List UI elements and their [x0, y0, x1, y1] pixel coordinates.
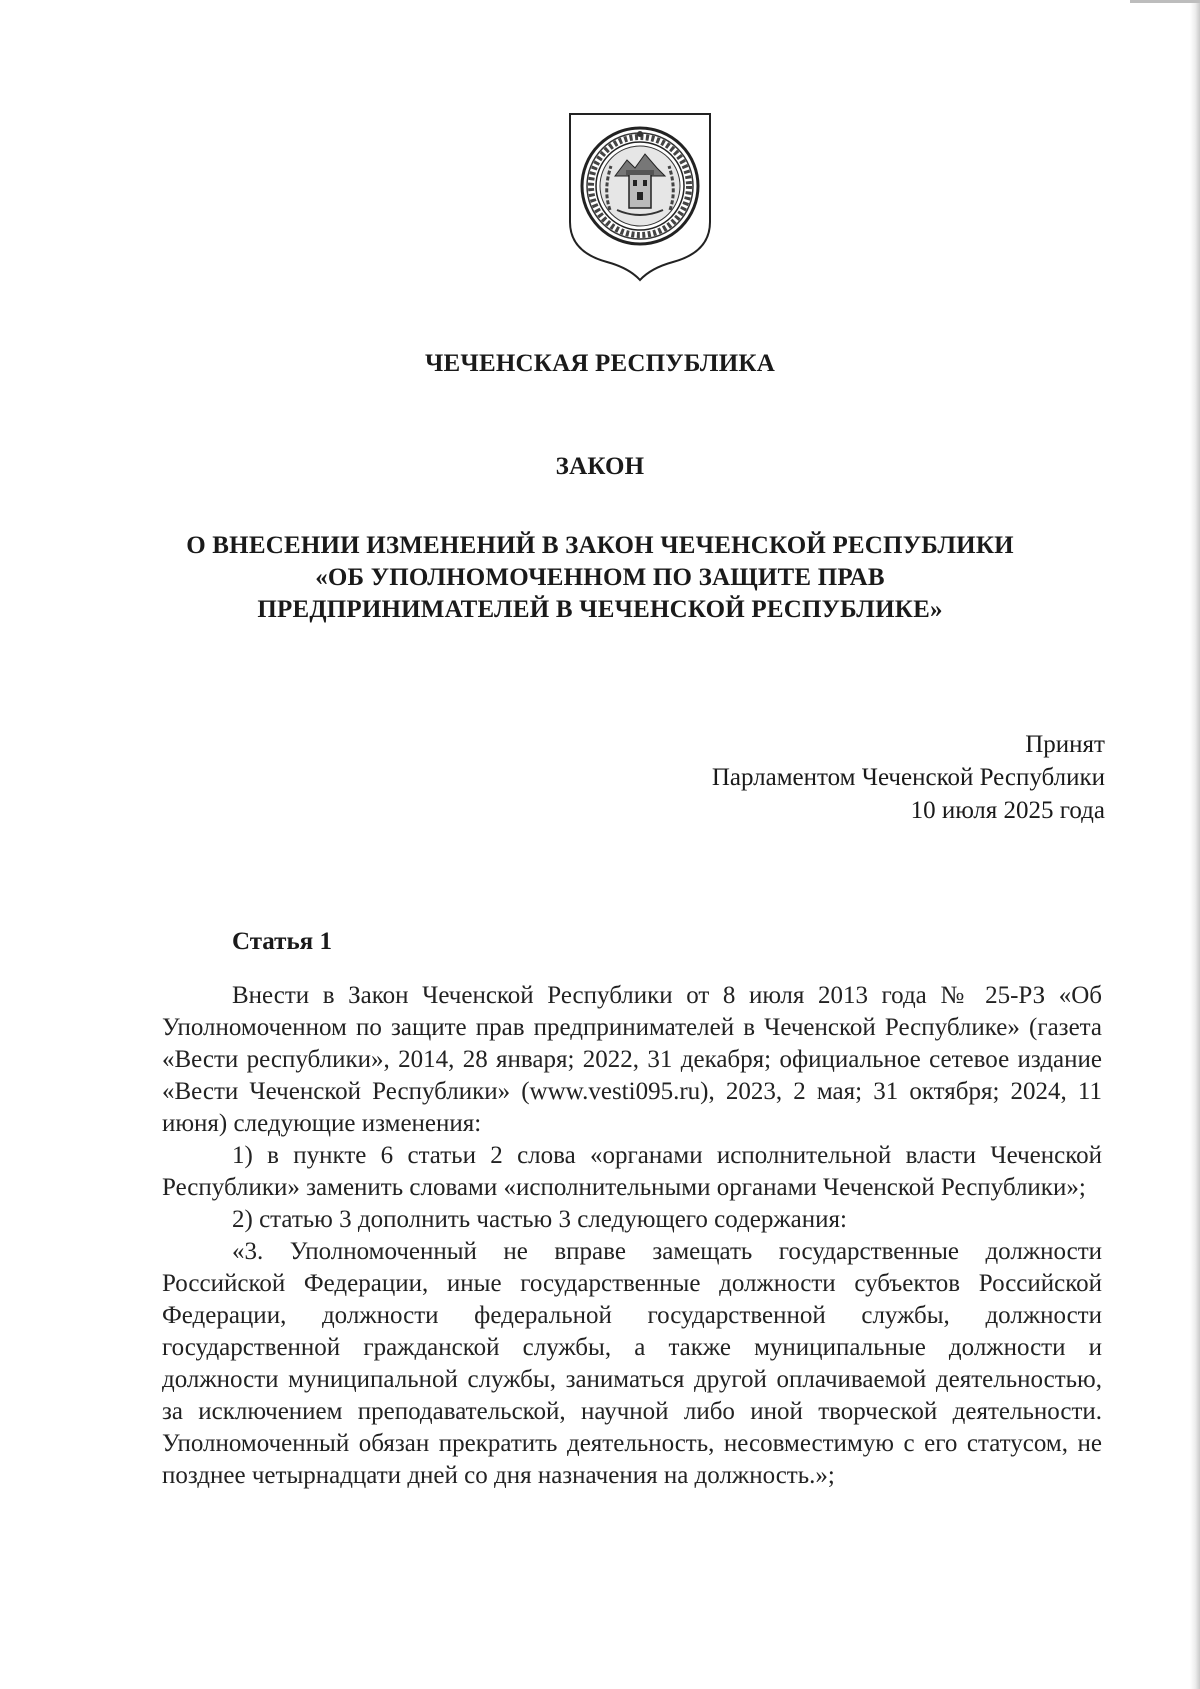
article-paragraph: 1) в пункте 6 статьи 2 слова «органами исполнительной власти Чеченской Республики» заменить словами «исполнительными органами Чеченской Республики»;	[162, 1142, 1102, 1201]
coat-of-arms-emblem	[565, 110, 715, 282]
adoption-body: Парламентом Чеченской Республики	[711, 764, 1105, 791]
adoption-date: 10 июля 2025 года	[910, 797, 1105, 824]
article-paragraph: Внести в Закон Чеченской Республики от 8 июля 2013 года № 25-РЗ «Об Уполномоченном по защите прав предпринимателей в Чеченской Республике» (газета «Вести республики», 2014, 28 января; 2022, 31 декабря; официальное сетевое издание «Вести Чеченской Республики» (www.vesti095.ru), 2023, 2 мая; 31 октября; 2024, 11 июня) следующие изменения:	[162, 982, 1102, 1137]
law-title-line: О ВНЕСЕНИИ ИЗМЕНЕНИЙ В ЗАКОН ЧЕЧЕНСКОЙ РЕСПУБЛИКИ	[186, 532, 1014, 559]
law-title	[0, 530, 1200, 626]
region-heading: ЧЕЧЕНСКАЯ РЕСПУБЛИКА	[425, 350, 775, 377]
scan-page-edge	[1190, 0, 1200, 1689]
law-title-line: «ОБ УПОЛНОМОЧЕННОМ ПО ЗАЩИТЕ ПРАВ	[315, 564, 885, 591]
adoption-block	[712, 728, 1105, 827]
article-heading: Статья 1	[232, 928, 332, 955]
adoption-label: Принят	[1025, 731, 1105, 758]
article-paragraph: «3. Уполномоченный не вправе замещать государственные должности Российской Федерации, иные государственные должности субъектов Российской Федерации, должности федеральной государственной службы, должности государственной гражданской службы, а также муниципальные должности и должности муниципальной службы, заниматься другой оплачиваемой деятельностью, за исключением преподавательской, научной либо иной творческой деятельности. Уполномоченный обязан прекратить деятельность, несовместимую с его статусом, не позднее четырнадцати дней со дня назначения на должность.»;	[162, 1238, 1102, 1489]
article-paragraph: 2) статью 3 дополнить частью 3 следующего содержания:	[232, 1206, 847, 1233]
article-body	[162, 980, 1102, 1492]
document-type-heading: ЗАКОН	[555, 453, 645, 480]
scan-mark	[1130, 0, 1200, 3]
law-title-line: ПРЕДПРИНИМАТЕЛЕЙ В ЧЕЧЕНСКОЙ РЕСПУБЛИКЕ»	[257, 596, 943, 623]
